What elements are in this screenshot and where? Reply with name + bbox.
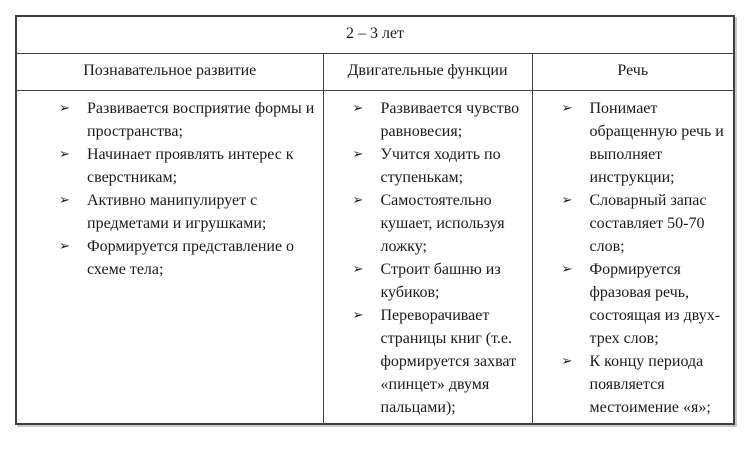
arrow-bullet-icon: ➢: [352, 307, 364, 323]
arrow-bullet-icon: ➢: [352, 146, 364, 162]
column-header-cognitive: Познавательное развитие: [16, 53, 323, 90]
list-item: [324, 304, 532, 419]
age-development-table: [15, 15, 735, 425]
cognitive-list: [17, 97, 323, 281]
list-item-text: Словарный запас составляет 50-70 слов;: [589, 191, 707, 255]
list-item: [17, 143, 323, 189]
speech-cell: [532, 90, 734, 424]
arrow-bullet-icon: ➢: [561, 261, 573, 277]
list-item: [533, 258, 734, 350]
list-item-text: Начинает проявлять интерес к сверстникам;: [87, 145, 294, 186]
list-item-text: Формируется представление о схеме тела;: [87, 237, 295, 278]
header-row: [16, 53, 734, 90]
document-page: [15, 15, 746, 425]
motor-cell: [323, 90, 532, 424]
age-range-title: 2 – 3 лет: [16, 16, 734, 53]
list-item-text: К концу периода появляется местоимение «я»;: [589, 352, 711, 416]
arrow-bullet-icon: ➢: [59, 146, 70, 162]
list-item-text: Учится ходить по ступенькам;: [380, 145, 501, 186]
column-header-motor: Двигательные функции: [323, 53, 532, 90]
arrow-bullet-icon: ➢: [352, 100, 364, 116]
arrow-bullet-icon: ➢: [561, 353, 573, 369]
cognitive-cell: [16, 90, 323, 424]
list-item: [17, 235, 323, 281]
list-item-text: Активно манипулирует с предметами и игрушками;: [87, 191, 267, 232]
arrow-bullet-icon: ➢: [59, 238, 70, 254]
speech-list: [533, 97, 734, 419]
list-item: [17, 189, 323, 235]
list-item-text: Формируется фразовая речь, состоящая из двух-трех слов;: [589, 260, 721, 347]
list-item-text: Самостоятельно кушает, используя ложку;: [380, 191, 505, 255]
arrow-bullet-icon: ➢: [352, 261, 364, 277]
arrow-bullet-icon: ➢: [59, 192, 70, 208]
list-item: [324, 258, 532, 304]
list-item-text: Переворачивает страницы книг (т.е. формируется захват «пинцет» двумя пальцами);: [380, 306, 517, 416]
content-row: [16, 90, 734, 424]
title-row: [16, 16, 734, 53]
list-item: [533, 189, 734, 258]
arrow-bullet-icon: ➢: [59, 100, 70, 116]
list-item: [17, 97, 323, 143]
arrow-bullet-icon: ➢: [352, 192, 364, 208]
list-item-text: Понимает обращенную речь и выполняет инструкции;: [589, 99, 724, 186]
list-item-text: Развивается чувство равновесия;: [380, 99, 520, 140]
list-item-text: Строит башню из кубиков;: [380, 260, 501, 301]
list-item: [324, 189, 532, 258]
column-header-speech: Речь: [532, 53, 734, 90]
list-item: [324, 97, 532, 143]
list-item: [533, 350, 734, 419]
motor-list: [324, 97, 532, 419]
arrow-bullet-icon: ➢: [561, 100, 573, 116]
arrow-bullet-icon: ➢: [561, 192, 573, 208]
list-item-text: Развивается восприятие формы и пространства;: [87, 99, 315, 140]
list-item: [324, 143, 532, 189]
list-item: [533, 97, 734, 189]
